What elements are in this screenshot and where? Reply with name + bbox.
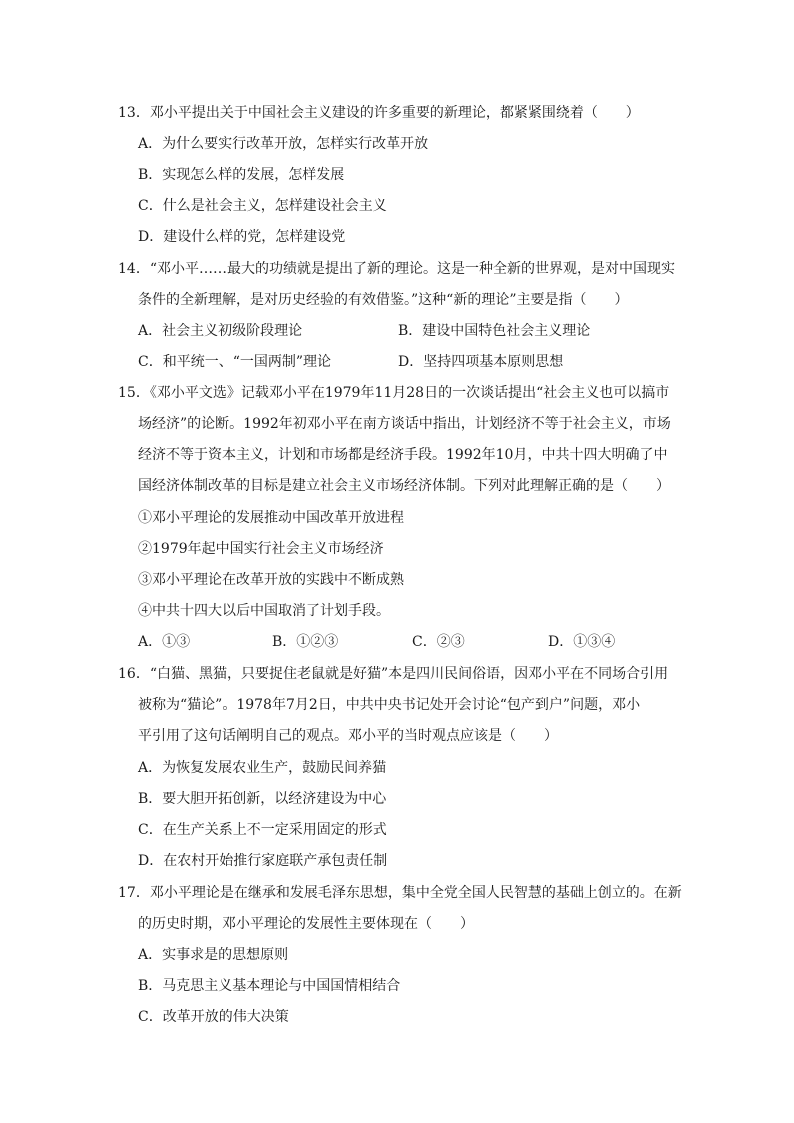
question-15-stem-line-2: 场经济”的论断。1992年初邓小平在南方谈话中指出，计划经济不等于社会主义，市场 (138, 416, 671, 432)
question-17-stem-line-1: 17．邓小平理论是在继承和发展毛泽东思想，集中全党全国人民智慧的基础上创立的。在新 (118, 885, 682, 901)
question-15-statement-2: ②1979年起中国实行社会主义市场经济 (138, 541, 384, 557)
question-14-option-d: D．坚持四项基本原则思想 (398, 354, 564, 370)
question-15-option-d: D．①③④ (548, 634, 616, 650)
question-13-stem: 13．邓小平提出关于中国社会主义建设的许多重要的新理论，都紧紧围绕着（ ） (118, 105, 640, 121)
question-13-option-a: A．为什么要实行改革开放，怎样实行改革开放 (138, 136, 429, 152)
question-17-option-c: C．改革开放的伟大决策 (138, 1009, 289, 1025)
question-16-option-a: A．为恢复发展农业生产，鼓励民间养猫 (138, 760, 387, 776)
question-14-option-a: A．社会主义初级阶段理论 (138, 323, 303, 339)
question-16-stem-line-2: 被称为“猫论”。1978年7月2日，中共中央书记处开会讨论“包产到户”问题，邓小 (138, 697, 641, 713)
question-15-option-b: B．①②③ (272, 634, 339, 650)
question-16-stem-line-1: 16．“白猫、黑猫，只要捉住老鼠就是好猫”本是四川民间俗语，因邓小平在不同场合引用 (118, 666, 669, 682)
question-13-option-b: B．实现怎么样的发展，怎样发展 (138, 167, 345, 183)
question-14-stem-line-2: 条件的全新理解，是对历史经验的有效借鉴。”这种“新的理论”主要是指（ ） (138, 292, 629, 308)
question-17-option-a: A．实事求是的思想原则 (138, 947, 289, 963)
question-16-stem-line-3: 平引用了这句话阐明自己的观点。邓小平的当时观点应该是（ ） (138, 728, 558, 744)
question-17-option-b: B．马克思主义基本理论与中国国情相结合 (138, 978, 401, 994)
question-13-option-d: D．建设什么样的党，怎样建设党 (138, 229, 346, 245)
question-15-option-c: C．②③ (412, 634, 465, 650)
question-14-stem-line-1: 14．“邓小平……最大的功绩就是提出了新的理论。这是一种全新的世界观，是对中国现实 (118, 261, 675, 277)
question-14-option-b: B．建设中国特色社会主义理论 (398, 323, 591, 339)
question-17-stem-line-2: 的历史时期，邓小平理论的发展性主要体现在（ ） (138, 916, 474, 932)
question-16-option-d: D．在农村开始推行家庭联产承包责任制 (138, 853, 388, 869)
question-15-statement-1: ①邓小平理论的发展推动中国改革开放进程 (138, 510, 404, 526)
question-16-option-c: C．在生产关系上不一定采用固定的形式 (138, 822, 387, 838)
question-15-stem-line-3: 经济不等于资本主义，计划和市场都是经济手段。1992年10月，中共十四大明确了中 (138, 447, 668, 463)
question-15-stem-line-4: 国经济体制改革的目标是建立社会主义市场经济体制。下列对此理解正确的是（ ） (138, 478, 670, 494)
question-15-statement-3: ③邓小平理论在改革开放的实践中不断成熟 (138, 572, 404, 588)
question-13-option-c: C．什么是社会主义，怎样建设社会主义 (138, 198, 387, 214)
question-16-option-b: B．要大胆开拓创新，以经济建设为中心 (138, 791, 387, 807)
question-15-stem-line-1: 15．《邓小平文选》记载邓小平在1979年11月28日的一次谈话提出“社会主义也可以搞市 (118, 385, 670, 401)
question-14-option-c: C．和平统一、“一国两制”理论 (138, 354, 332, 370)
question-15-statement-4: ④中共十四大以后中国取消了计划手段。 (138, 603, 390, 619)
question-15-option-a: A．①③ (138, 634, 191, 650)
